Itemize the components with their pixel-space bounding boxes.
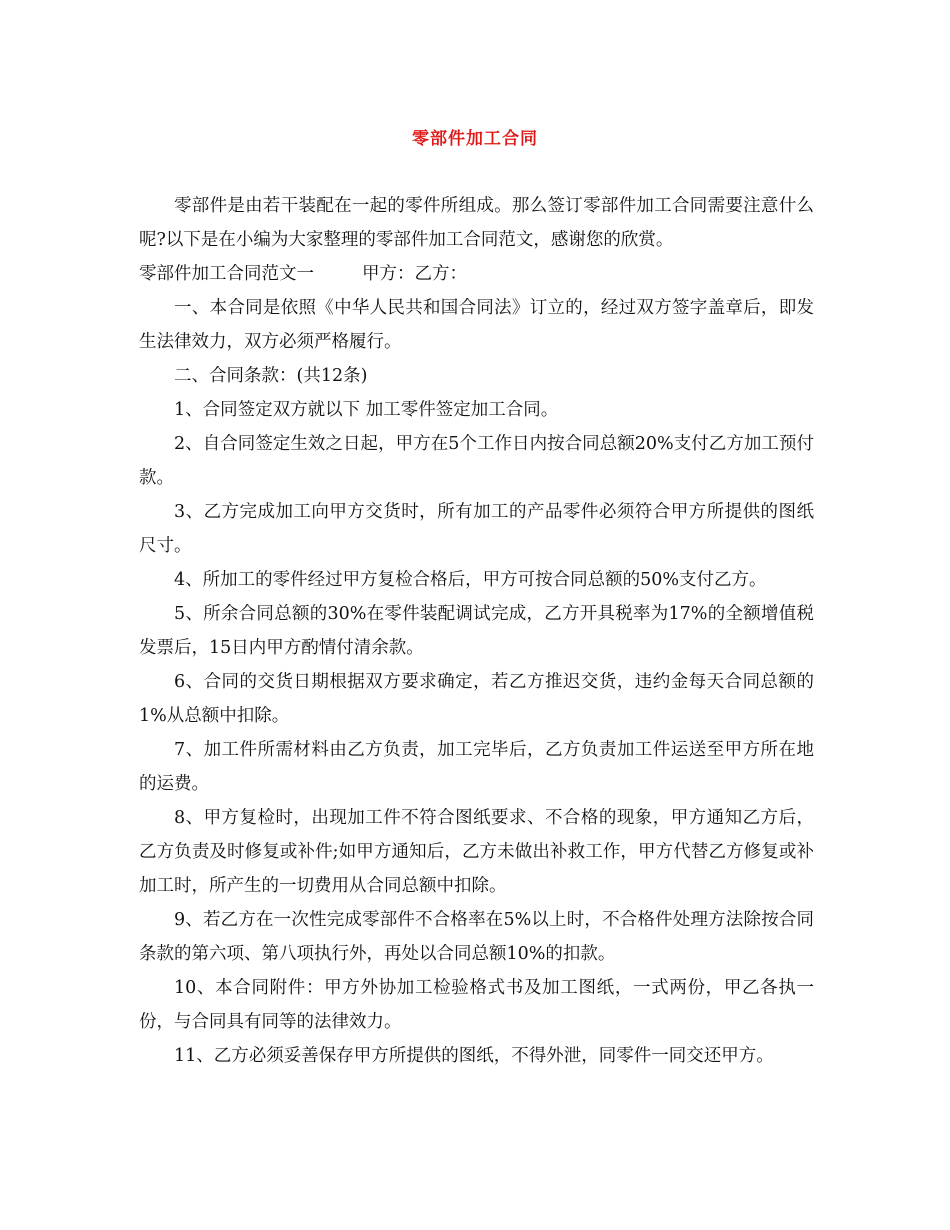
item-10: 10、本合同附件：甲方外协加工检验格式书及加工图纸，一式两份，甲乙各执一份，与合同具有同等的法律效力。 xyxy=(139,978,814,1032)
item-7: 7、加工件所需材料由乙方负责，加工完毕后，乙方负责加工件运送至甲方所在地的运费。 xyxy=(139,740,814,794)
item-2: 2、自合同签定生效之日起，甲方在5个工作日内按合同总额20%支付乙方加工预付款。 xyxy=(139,434,814,488)
sample-heading-line xyxy=(139,257,814,291)
item-11: 11、乙方必须妥善保存甲方所提供的图纸，不得外泄，同零件一同交还甲方。 xyxy=(174,1046,774,1066)
parties-line: 甲方：乙方： xyxy=(362,264,467,284)
clause-1: 一、本合同是依照《中华人民共和国合同法》订立的，经过双方签字盖章后，即发生法律效力，双方必须严格履行。 xyxy=(139,298,814,352)
intro-paragraph: 零部件是由若干装配在一起的零件所组成。那么签订零部件加工合同需要注意什么呢?以下是在小编为大家整理的零部件加工合同范文，感谢您的欣赏。 xyxy=(139,196,814,250)
document-body xyxy=(139,189,814,1073)
clause-2: 二、合同条款：(共12条) xyxy=(174,366,368,386)
item-3: 3、乙方完成加工向甲方交货时，所有加工的产品零件必须符合甲方所提供的图纸尺寸。 xyxy=(139,502,814,556)
item-9: 9、若乙方在一次性完成零部件不合格率在5%以上时，不合格件处理方法除按合同条款的第六项、第八项执行外，再处以合同总额10%的扣款。 xyxy=(139,910,814,964)
sample-heading: 零部件加工合同范文一 xyxy=(139,264,314,284)
item-4: 4、所加工的零件经过甲方复检合格后，甲方可按合同总额的50%支付乙方。 xyxy=(174,570,767,590)
document-title: 零部件加工合同 xyxy=(412,129,538,149)
item-6: 6、合同的交货日期根据双方要求确定，若乙方推迟交货，违约金每天合同总额的1%从总额中扣除。 xyxy=(139,672,814,726)
item-5: 5、所余合同总额的30%在零件装配调试完成，乙方开具税率为17%的全额增值税发票后，15日内甲方酌情付清余款。 xyxy=(139,604,814,658)
item-8: 8、甲方复检时，出现加工件不符合图纸要求、不合格的现象，甲方通知乙方后，乙方负责及时修复或补件;如甲方通知后，乙方未做出补救工作，甲方代替乙方修复或补加工时，所产生的一切费用从合同总额中扣除。 xyxy=(139,808,814,896)
item-1: 1、合同签定双方就以下 加工零件签定加工合同。 xyxy=(174,400,559,420)
